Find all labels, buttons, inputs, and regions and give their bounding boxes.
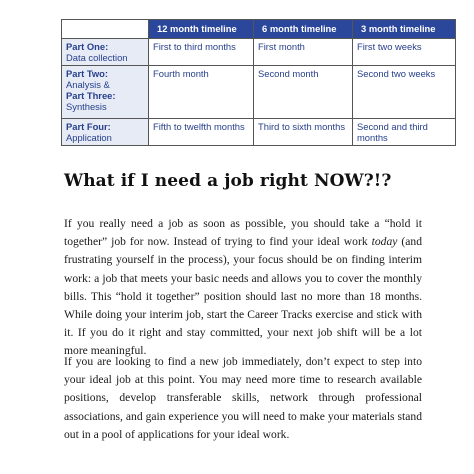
phase-title: Part Two: xyxy=(66,68,109,79)
phase-cell-part-four xyxy=(62,119,149,146)
header-3-month: 3 month timeline xyxy=(353,20,456,39)
table-corner-cell xyxy=(62,20,149,39)
table-header-row xyxy=(62,20,456,39)
phase-subtitle: Data collection xyxy=(66,52,128,63)
table-cell: Second month xyxy=(254,66,353,119)
phase-cell-part-two-three xyxy=(62,66,149,119)
table-cell: First to third months xyxy=(149,39,254,66)
table-row xyxy=(62,39,456,66)
phase-subtitle: Analysis & xyxy=(66,79,110,90)
phase-subtitle: Application xyxy=(66,132,112,143)
phase-title: Part One: xyxy=(66,41,109,52)
phase-title: Part Four: xyxy=(66,121,111,132)
paragraph-text: (and frustrating yourself in the process), your focus should be on finding interim work: a job that meets your basic needs and allows you to cover the monthly bills. This “hold it together” position should last no more than 18 months. While doing your interim job, start the Career Tracks exercise and stick with it. If you do it right and stay committed, your next job shift will be a lot more meaningful. xyxy=(64,235,423,358)
table-cell: Third to sixth months xyxy=(254,119,353,146)
table-cell: Fifth to twelfth months xyxy=(149,119,254,146)
phase-title-secondary: Part Three: xyxy=(66,90,116,101)
table-row xyxy=(62,66,456,119)
body-paragraph-2: If you are looking to find a new job immediately, don’t expect to step into your ideal job at this point. You may need more time to research available positions, develop transferable skills, network through professional associations, and gain experience you will need to make your materials stand out in a pool of applications for your ideal work. xyxy=(64,355,422,441)
table-row xyxy=(62,119,456,146)
emphasis-text: today xyxy=(371,235,398,249)
table-cell: Fourth month xyxy=(149,66,254,119)
phase-cell-part-one xyxy=(62,39,149,66)
phase-subtitle-secondary: Synthesis xyxy=(66,101,107,112)
section-heading: What if I need a job right NOW?!? xyxy=(64,171,392,191)
paragraph-text: If you really need a job as soon as possible, you should take a “hold it together” job for now. Instead of trying to find your ideal work xyxy=(64,217,422,249)
timeline-table xyxy=(61,19,456,146)
body-paragraph-1 xyxy=(64,215,422,361)
table-cell: First two weeks xyxy=(353,39,456,66)
table-cell: First month xyxy=(254,39,353,66)
header-6-month: 6 month timeline xyxy=(254,20,353,39)
table-cell: Second two weeks xyxy=(353,66,456,119)
header-12-month: 12 month timeline xyxy=(149,20,254,39)
table-cell: Second and third months xyxy=(353,119,456,146)
